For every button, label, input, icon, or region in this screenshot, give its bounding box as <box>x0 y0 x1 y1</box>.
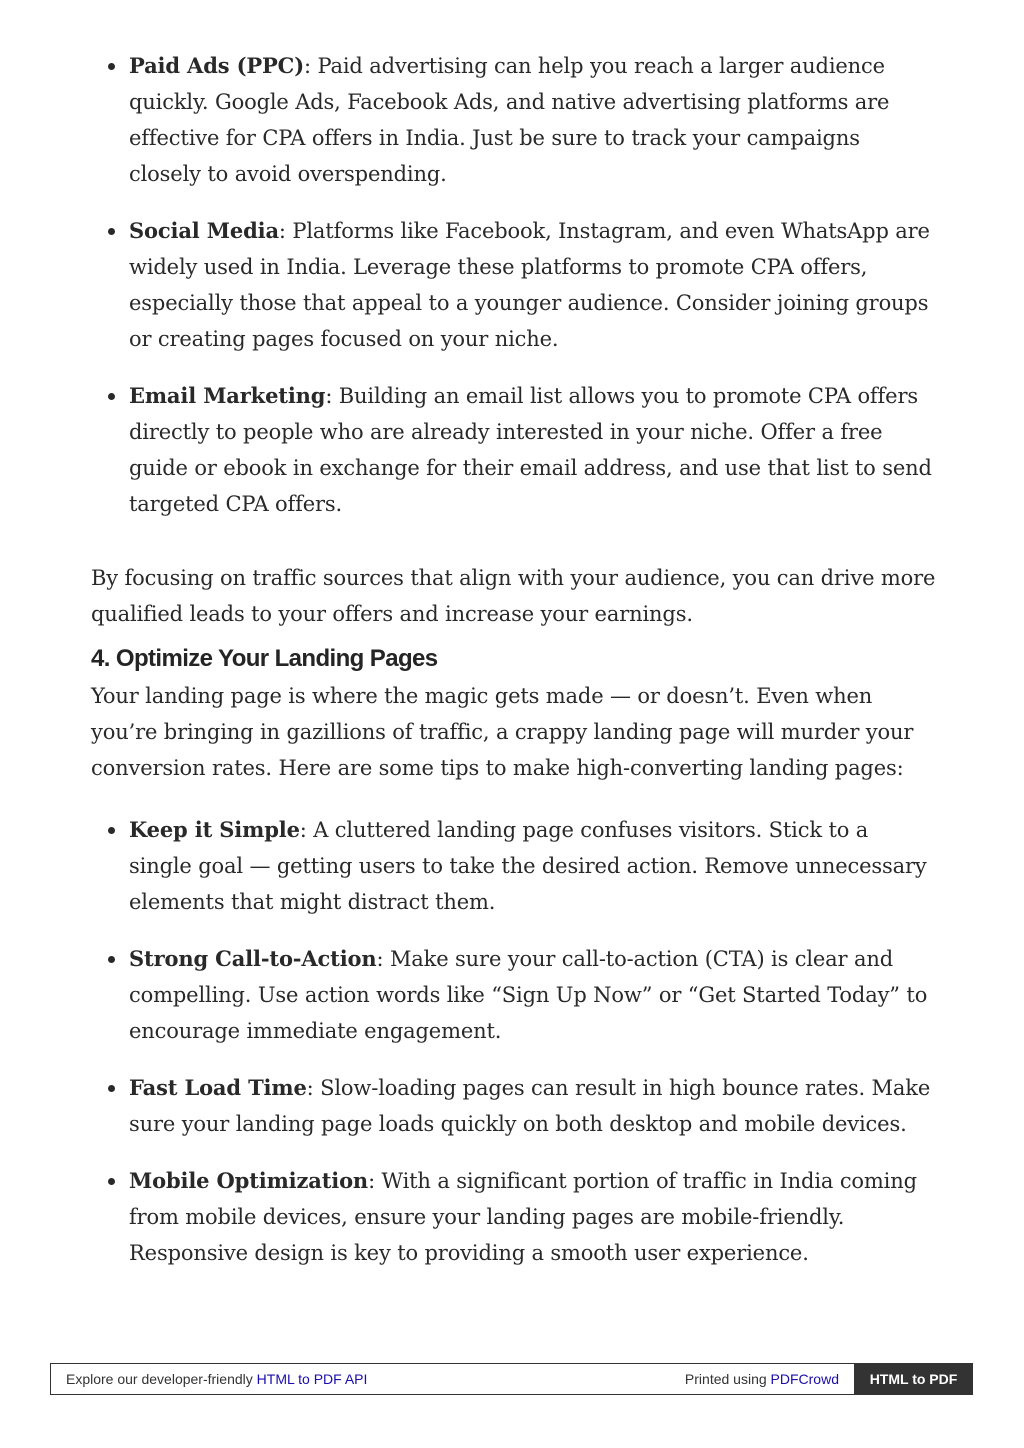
footer-printed <box>685 1371 839 1387</box>
list-item <box>91 1070 936 1142</box>
landing-page-tips-list <box>91 812 936 1271</box>
list-item-label: Social Media <box>129 218 279 243</box>
bullet-icon <box>108 228 115 235</box>
list-item-text: : Platforms like Facebook, Instagram, and even WhatsApp are widely used in India. Leverage these platforms to promote CPA offers, especially those that appeal to a younger audience. Consider joining groups or creating pages focused on your niche. <box>129 219 930 351</box>
summary-paragraph: By focusing on traffic sources that align with your audience, you can drive more qualified leads to your offers and increase your earnings. <box>91 566 936 626</box>
bullet-icon <box>108 956 115 963</box>
list-item-text: : Building an email list allows you to promote CPA offers directly to people who are already interested in your niche. Offer a free guide or ebook in exchange for their email address, and use that list to send targeted CPA offers. <box>129 384 932 516</box>
pdfcrowd-link[interactable]: PDFCrowd <box>770 1371 839 1387</box>
footer-printed-text: Printed using <box>684 1371 771 1387</box>
bullet-icon <box>108 393 115 400</box>
list-item-text: : A cluttered landing page confuses visitors. Stick to a single goal — getting users to take the desired action. Remove unnecessary elements that might distract them. <box>129 818 927 914</box>
list-item-label: Keep it Simple <box>129 817 300 842</box>
list-item <box>91 1163 936 1271</box>
html-to-pdf-api-link[interactable]: HTML to PDF API <box>256 1371 368 1387</box>
list-item-label: Paid Ads (PPC) <box>129 53 304 78</box>
list-item-label: Fast Load Time <box>129 1075 307 1100</box>
pdfcrowd-footer <box>50 1363 973 1395</box>
list-item-text: : Make sure your call-to-action (CTA) is clear and compelling. Use action words like “Sign Up Now” or “Get Started Today” to encourage immediate engagement. <box>129 947 928 1043</box>
list-item-label: Strong Call-to-Action <box>129 946 377 971</box>
list-item-text: : Slow-loading pages can result in high bounce rates. Make sure your landing page loads quickly on both desktop and mobile devices. <box>129 1076 931 1136</box>
article-content <box>91 48 936 1271</box>
footer-explore <box>66 1371 367 1387</box>
list-item-text: : Paid advertising can help you reach a larger audience quickly. Google Ads, Facebook Ads, and native advertising platforms are effective for CPA offers in India. Just be sure to track your campaigns closely to avoid overspending. <box>129 54 890 186</box>
bullet-icon <box>108 1178 115 1185</box>
list-item <box>91 941 936 1049</box>
section-heading: 4. Optimize Your Landing Pages <box>91 645 438 672</box>
list-item-label: Mobile Optimization <box>129 1168 369 1193</box>
html-to-pdf-badge[interactable]: HTML to PDF <box>854 1363 973 1395</box>
bullet-icon <box>108 827 115 834</box>
bullet-icon <box>108 1085 115 1092</box>
list-item-label: Email Marketing <box>129 383 326 408</box>
section-intro-paragraph: Your landing page is where the magic gets made — or doesn’t. Even when you’re bringing in gazillions of traffic, a crappy landing page will murder your conversion rates. Here are some tips to make high-converting landing pages: <box>91 684 914 780</box>
list-item <box>91 378 936 522</box>
traffic-sources-list <box>91 48 936 522</box>
bullet-icon <box>108 63 115 70</box>
list-item <box>91 812 936 920</box>
list-item <box>91 213 936 357</box>
footer-explore-text: Explore our developer-friendly <box>66 1371 257 1387</box>
list-item <box>91 48 936 192</box>
list-item-text: : With a significant portion of traffic in India coming from mobile devices, ensure your landing pages are mobile-friendly. Responsive design is key to providing a smooth user experience. <box>129 1169 917 1265</box>
